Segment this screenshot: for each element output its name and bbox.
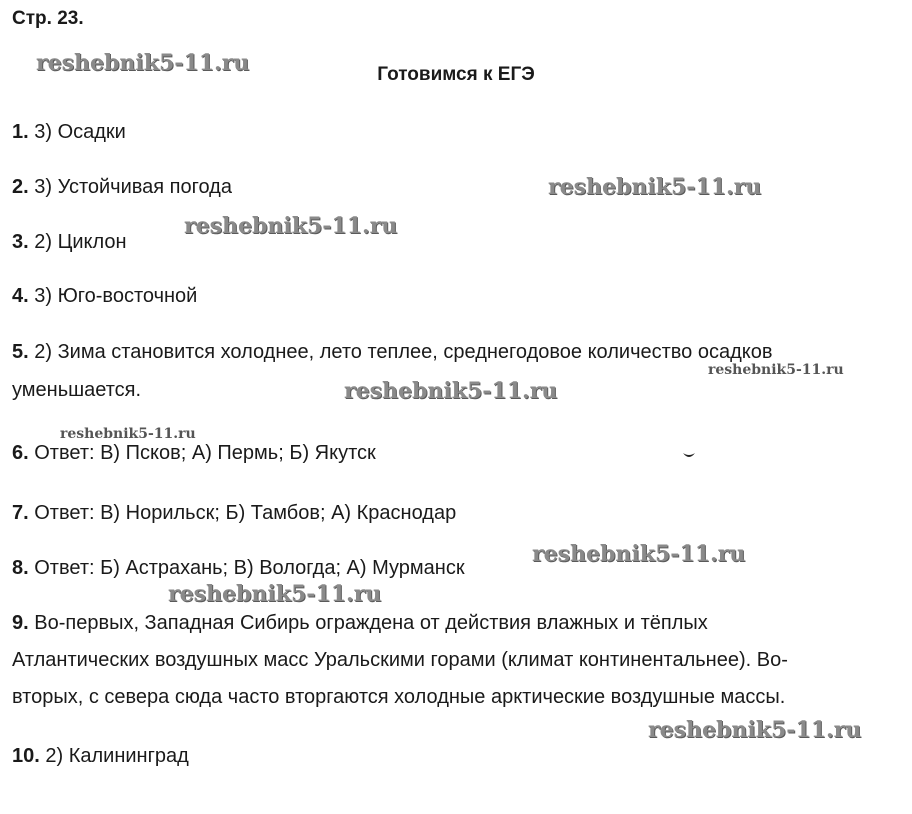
answer-text: Во-первых, Западная Сибирь ограждена от действия влажных и тёплых — [28, 612, 708, 634]
watermark: reshebnik5-11.ru — [648, 717, 862, 743]
answer-text: 2) Циклон — [28, 231, 127, 253]
watermark: reshebnik5-11.ru — [168, 581, 382, 607]
answer-10 — [12, 746, 189, 766]
answer-number: 1. — [12, 121, 29, 143]
watermark: reshebnik5-11.ru — [708, 362, 844, 378]
watermark: reshebnik5-11.ru — [548, 174, 762, 200]
answer-1 — [12, 122, 126, 142]
answer-number: 7. — [12, 502, 29, 524]
answer-line — [12, 613, 904, 650]
answer-number: 10. — [12, 745, 40, 767]
answer-text: 2) Калининград — [39, 745, 189, 767]
page-title: Готовимся к ЕГЭ — [377, 64, 535, 85]
answer-text: 2) Зима становится холоднее, лето теплее, среднегодовое количество осадков — [28, 341, 773, 363]
watermark: reshebnik5-11.ru — [532, 541, 746, 567]
watermark: reshebnik5-11.ru — [184, 213, 398, 239]
answer-3 — [12, 232, 127, 252]
answer-text: 3) Устойчивая погода — [28, 176, 232, 198]
answer-number: 3. — [12, 231, 29, 253]
stray-mark — [682, 452, 696, 460]
answer-text: 3) Юго-восточной — [28, 285, 198, 307]
answer-7 — [12, 503, 456, 523]
watermark: reshebnik5-11.ru — [344, 378, 558, 404]
answer-number: 5. — [12, 341, 29, 363]
answer-number: 9. — [12, 612, 29, 634]
answer-2 — [12, 177, 232, 197]
answer-6 — [12, 443, 376, 463]
answer-text: Ответ: В) Норильск; Б) Тамбов; А) Краснодар — [28, 502, 457, 524]
answer-9 — [12, 613, 904, 724]
answer-text: Атлантических воздушных масс Уральскими горами (климат континентальнее). Во- — [12, 649, 788, 671]
watermark: reshebnik5-11.ru — [60, 426, 196, 442]
answer-number: 2. — [12, 176, 29, 198]
watermark: reshebnik5-11.ru — [36, 50, 250, 76]
answer-number: 8. — [12, 557, 29, 579]
answer-8 — [12, 558, 465, 578]
answer-line — [12, 650, 904, 687]
answer-number: 6. — [12, 442, 29, 464]
answer-text: 3) Осадки — [28, 121, 126, 143]
answer-text: Ответ: Б) Астрахань; В) Вологда; А) Мурманск — [28, 557, 465, 579]
answer-text: вторых, с севера сюда часто вторгаются холодные арктические воздушные массы. — [12, 686, 786, 708]
page-label: Стр. 23. — [12, 8, 84, 29]
answer-4 — [12, 286, 197, 306]
answer-text: уменьшается. — [12, 379, 142, 401]
answer-number: 4. — [12, 285, 29, 307]
answer-text: Ответ: В) Псков; А) Пермь; Б) Якутск — [28, 442, 376, 464]
